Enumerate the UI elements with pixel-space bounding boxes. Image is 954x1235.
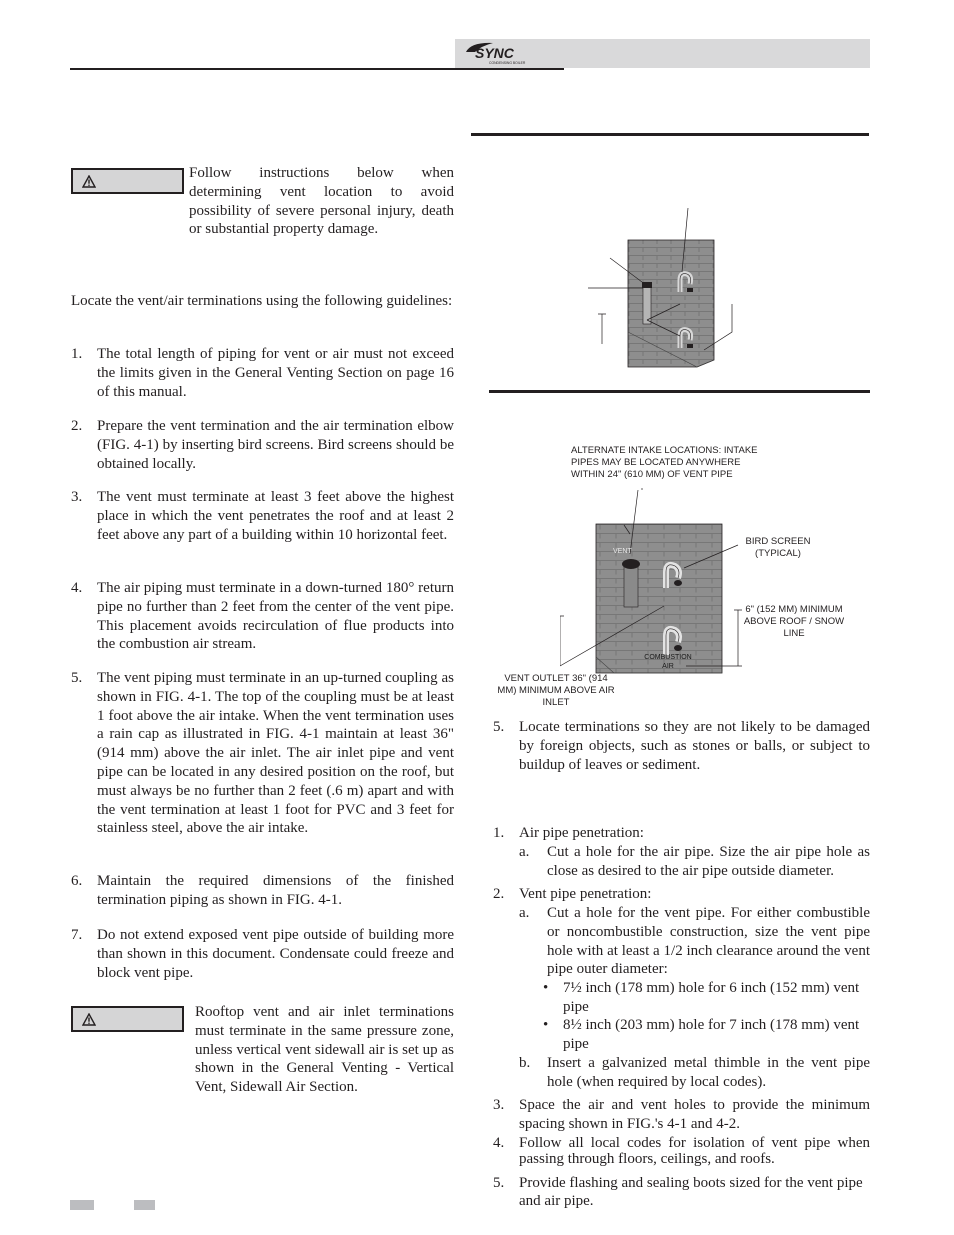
- section-rule: [489, 390, 870, 393]
- item-number: 3.: [71, 489, 83, 505]
- footer-page-box: [70, 1200, 94, 1210]
- section-rule: [471, 133, 869, 136]
- item-number: 5.: [71, 670, 83, 686]
- item-number: 5.: [493, 1175, 505, 1191]
- warning-text-2: Rooftop vent and air inlet terminations must terminate in the same pressure zone, unless vertical vent sidewall air is set up as shown in the General Venting - Vertical Vent, Sidewall Air Section.: [195, 1004, 454, 1096]
- brand-logo: [463, 40, 533, 66]
- warning-icon: [82, 175, 96, 188]
- vent-outlet-caption: VENT OUTLET 36" (914 MM) MINIMUM ABOVE AIR INLET: [497, 673, 615, 708]
- item-number: 7.: [71, 927, 83, 943]
- item-text: Cut a hole for the air pipe. Size the air pipe hole as close as desired to the air pipe outside diameter.: [547, 844, 870, 879]
- intro-text: Locate the vent/air terminations using the following guidelines:: [71, 293, 453, 309]
- item-number: 5.: [493, 719, 505, 735]
- item-text: Follow all local codes for isolation of vent pipe when passing through floors, ceilings, and roofs.: [519, 1135, 870, 1167]
- warning-text-1: Follow instructions below when determining vent location to avoid possibility of severe personal injury, death or substantial property damage.: [189, 165, 454, 238]
- item-text: Air pipe penetration:: [519, 825, 644, 841]
- item-number: 1.: [493, 825, 505, 841]
- item-text: The air piping must terminate in a down-turned 180° return pipe no further than 2 feet from the center of the vent pipe. This placement avoids recirculation of flue products into the combustion air stream.: [97, 580, 454, 653]
- figure-4-1-illustration: [580, 200, 750, 380]
- item-number: 6.: [71, 873, 83, 889]
- item-number: 4.: [493, 1135, 505, 1151]
- bullet-icon: •: [543, 1017, 549, 1033]
- item-number: 4.: [71, 580, 83, 596]
- item-number: 2.: [493, 886, 505, 902]
- item-text: The vent must terminate at least 3 feet above the highest place in which the vent penetrates the roof and at least 2 feet above any part of a building within 10 horizontal feet.: [97, 489, 454, 543]
- warning-badge: [71, 168, 184, 194]
- item-letter: a.: [519, 844, 530, 860]
- warning-icon: [82, 1013, 96, 1026]
- item-text: Do not extend exposed vent pipe outside of building more than shown in this document. Condensate could freeze and block vent pipe.: [97, 927, 454, 981]
- combustion-air-label: COMBUSTION AIR: [644, 654, 692, 670]
- bird-screen-caption: BIRD SCREEN (TYPICAL): [745, 536, 811, 559]
- item-number: 3.: [493, 1097, 505, 1113]
- item-number: 1.: [71, 346, 83, 362]
- figure-4-2-illustration: [560, 480, 760, 705]
- item-text: Prepare the vent termination and the air termination elbow (FIG. 4-1) by inserting bird screens. Bird screens should be obtained locally.: [97, 418, 454, 472]
- alt-intake-caption: ALTERNATE INTAKE LOCATIONS: INTAKE PIPES MAY BE LOCATED ANYWHERE WITHIN 24" (610 MM) OF VENT PIPE: [571, 445, 758, 480]
- item-text: Provide flashing and sealing boots sized for the vent pipe and air pipe.: [519, 1175, 863, 1209]
- min-above-roof-caption: 6" (152 MM) MINIMUM ABOVE ROOF / SNOW LINE: [743, 604, 845, 639]
- vent-label: VENT: [613, 548, 632, 555]
- item-text: Cut a hole for the vent pipe. For either combustible or noncombustible construction, size the vent pipe hole with at least a 1/2 inch clearance around the vent pipe outer diameter:: [547, 905, 870, 978]
- bullet-icon: •: [543, 980, 549, 996]
- item-text: Vent pipe penetration:: [519, 886, 652, 902]
- item-number: 2.: [71, 418, 83, 434]
- item-letter: b.: [519, 1055, 531, 1071]
- item-text: 7½ inch (178 mm) hole for 6 inch (152 mm) vent pipe: [563, 980, 860, 1015]
- item-text: Locate terminations so they are not likely to be damaged by foreign objects, such as stones or balls, or subject to buildup of leaves or sediment.: [519, 719, 870, 773]
- item-letter: a.: [519, 905, 530, 921]
- warning-badge: [71, 1006, 184, 1032]
- brand-subtitle: CONDENSING BOILER: [489, 61, 526, 65]
- item-text: 8½ inch (203 mm) hole for 7 inch (178 mm) vent pipe: [563, 1017, 860, 1052]
- item-text: The total length of piping for vent or air must not exceed the limits given in the General Venting Section on page 16 of this manual.: [97, 346, 454, 400]
- footer-section-box: [134, 1200, 155, 1210]
- item-text: The vent piping must terminate in an up-turned coupling as shown in FIG. 4-1. The top of the coupling must be at least 1 foot above the air intake. When the vent termination uses a rain cap as illustrated in FIG. 4-1 maintain at least 36" (914 mm) above the air inlet. The air inlet pipe and vent pipe can be located in any desired position on the roof, but must always be no further than 2 feet (.6 m) apart and with the vent termination at least 1 foot for PVC and 3 feet for stainless steel, above the air intake.: [97, 670, 454, 837]
- item-text: Insert a galvanized metal thimble in the vent pipe hole (when required by local codes).: [547, 1055, 870, 1090]
- header-rule: [70, 68, 564, 70]
- item-text: Space the air and vent holes to provide the minimum spacing shown in FIG.'s 4-1 and 4-2.: [519, 1097, 870, 1132]
- item-text: Maintain the required dimensions of the finished termination piping as shown in FIG. 4-1.: [97, 873, 454, 908]
- brand-name: SYNC: [475, 45, 514, 61]
